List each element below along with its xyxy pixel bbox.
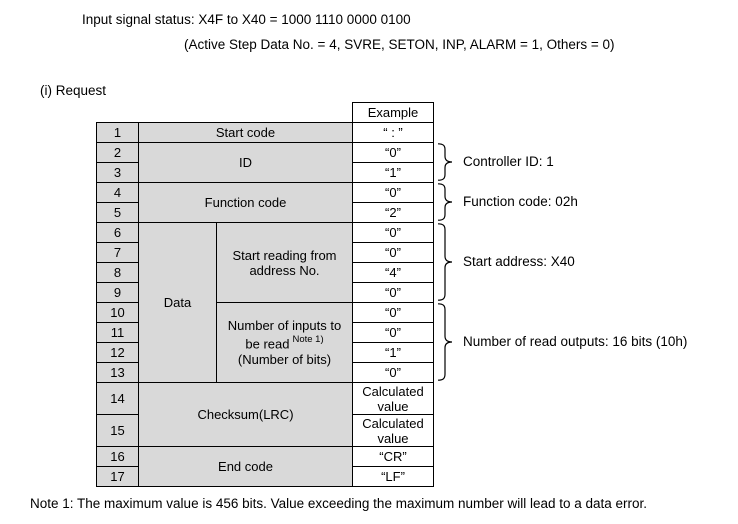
example-value-11: “0” [353,323,434,343]
example-value-15: Calculated value [353,415,434,447]
field-start-reading-address: Start reading from address No. [217,223,353,303]
num-inputs-label-line2: be read [245,336,290,352]
row-number-16: 16 [97,447,139,467]
row-number-5: 5 [97,203,139,223]
field-id: ID [139,143,353,183]
example-value-9: “0” [353,283,434,303]
example-value-3: “1” [353,163,434,183]
example-value-14: Calculated value [353,383,434,415]
example-value-17: “LF” [353,467,434,487]
row-number-9: 9 [97,283,139,303]
active-step-data-line: (Active Step Data No. = 4, SVRE, SETON, INP, ALARM = 1, Others = 0) [184,37,615,52]
request-section-label: (i) Request [40,83,107,98]
annotation-start-address: Start address: X40 [463,254,575,269]
field-checksum: Checksum(LRC) [139,383,353,447]
note-reference: Note 1) [292,334,324,346]
row-number-13: 13 [97,363,139,383]
row-number-17: 17 [97,467,139,487]
example-value-13: “0” [353,363,434,383]
num-inputs-label-line1: Number of inputs to [227,318,342,334]
example-value-7: “0” [353,243,434,263]
row-number-7: 7 [97,243,139,263]
row-number-1: 1 [97,123,139,143]
row-number-3: 3 [97,163,139,183]
example-value-5: “2” [353,203,434,223]
example-value-6: “0” [353,223,434,243]
field-end-code: End code [139,447,353,487]
example-value-1: “ : ” [353,123,434,143]
row-number-6: 6 [97,223,139,243]
field-data: Data [139,223,217,383]
example-column-header: Example [353,103,434,123]
annotation-controller-id: Controller ID: 1 [463,154,554,169]
example-value-8: “4” [353,263,434,283]
row-number-4: 4 [97,183,139,203]
annotation-read-outputs: Number of read outputs: 16 bits (10h) [463,334,688,349]
brace-controller-id [437,143,453,181]
row-number-2: 2 [97,143,139,163]
example-value-12: “1” [353,343,434,363]
row-number-15: 15 [97,415,139,447]
row-number-14: 14 [97,383,139,415]
brace-start-address [437,223,453,301]
num-inputs-label-line3: (Number of bits) [237,351,332,367]
field-start-code: Start code [139,123,353,143]
header-spacer [97,103,353,123]
annotation-function-code: Function code: 02h [463,194,578,209]
example-value-10: “0” [353,303,434,323]
field-number-of-inputs [217,303,353,383]
row-number-12: 12 [97,343,139,363]
input-signal-status-line: Input signal status: X4F to X40 = 1000 1110 0000 0100 [82,12,411,27]
row-number-11: 11 [97,323,139,343]
brace-read-outputs [437,303,453,381]
brace-function-code [437,183,453,221]
example-value-2: “0” [353,143,434,163]
example-value-4: “0” [353,183,434,203]
row-number-8: 8 [97,263,139,283]
row-number-10: 10 [97,303,139,323]
footnote: Note 1: The maximum value is 456 bits. Value exceeding the maximum number will lead to a data error. [30,496,648,511]
example-value-16: “CR” [353,447,434,467]
field-function-code: Function code [139,183,353,223]
request-frame-table [96,102,434,487]
